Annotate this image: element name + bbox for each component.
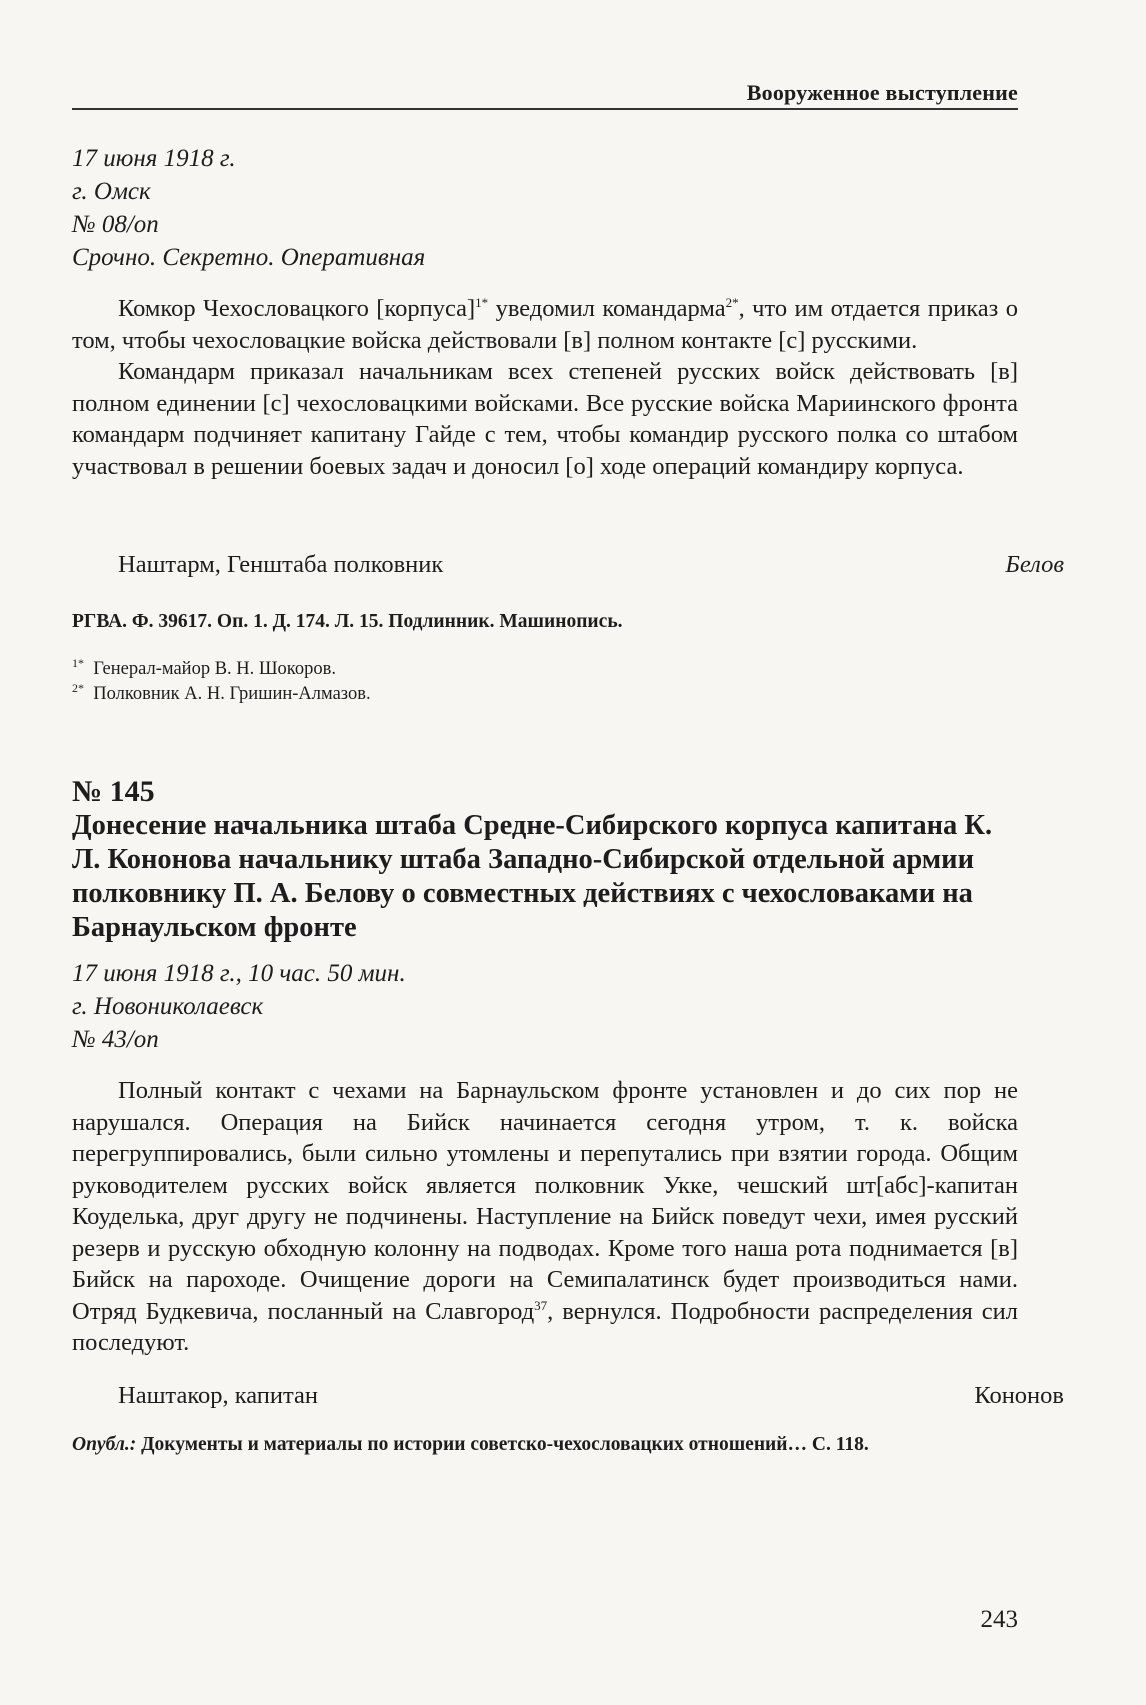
footnote-mark: 2* (72, 680, 84, 695)
doc145-meta (72, 957, 1018, 1056)
footnote-text: Полковник А. Н. Гришин-Алмазов. (93, 684, 371, 704)
doc144-body (72, 293, 1018, 482)
running-title: Вооруженное выступление (746, 80, 1018, 105)
doc144-paragraph-2: Командарм приказал начальникам всех степеней русских войск действовать [в] полном единении [с] чехословацкими войсками. Все русские войска Мариинского фронта командарм подчиняет капитану Гайде с тем, чтобы командир русского полка со штабом участвовал в решении боевых задач и доносил [о] ходе операций командиру корпуса. (72, 358, 1018, 480)
doc144-signer-title: Наштарм, Генштаба полковник (118, 551, 444, 578)
footnote-1 (72, 657, 1018, 682)
publication-label: Опубл.: (72, 1434, 137, 1455)
doc144-archive-ref: РГВА. Ф. 39617. Оп. 1. Д. 174. Л. 15. Подлинник. Машинопись. (72, 611, 623, 632)
footnote-2 (72, 682, 1018, 707)
doc145-place: г. Новониколаевск (72, 993, 264, 1020)
doc144-date: 17 июня 1918 г. (72, 145, 236, 172)
doc144-signature (72, 549, 1064, 580)
doc144-meta (72, 142, 1018, 274)
footnote-ref-37: 37 (534, 1297, 548, 1313)
footnote-text: Генерал-майор В. Н. Шокоров. (93, 659, 336, 679)
doc144-p1-part-b: уведомил командарма (488, 295, 726, 322)
doc145-signature (72, 1380, 1064, 1411)
publication-text: Документы и материалы по истории советско-чехословацких отношений… С. 118. (136, 1434, 869, 1455)
doc144-paragraph-1 (72, 293, 1018, 356)
header-rule (72, 108, 1018, 110)
doc144-number: № 08/оп (72, 211, 159, 238)
doc145-p1-part-a: Полный контакт с чехами на Барнаульском фронте установлен и до сих пор не нарушался. Операция на Бийск начинается сегодня утром, т. к. войска перегруппировались, были сильно утомлены и перепутались при взятии города. Общим руководителем русских войск является полковник Укке, чешский шт[абс]-капитан Коуделька, друг другу не подчинены. Наступление на Бийск поведут чехи, имея русский резерв и русскую обходную колонну на подводах. Кроме того наша рота поднимается [в] Бийск на пароходе. Очищение дороги на Семипалатинск будет производиться нами. Отряд Будкевича, посланный на Славгород (72, 1077, 1018, 1325)
doc145-ref: № 43/оп (72, 1026, 159, 1053)
doc145-title: Донесение начальника штаба Средне-Сибирского корпуса капитана К. Л. Кононова начальнику штаба Западно-Сибирской отдельной армии полковнику П. А. Белову о совместных действиях с чехословаками на Барнаульском фронте (72, 810, 993, 943)
doc144-classification: Срочно. Секретно. Оперативная (72, 244, 426, 271)
doc145-signer-title: Наштакор, капитан (118, 1382, 319, 1409)
doc145-publication-ref (72, 1432, 1018, 1458)
doc144-signer-name: Белов (1005, 551, 1064, 578)
footnote-ref-1: 1* (475, 294, 489, 310)
doc144-place: г. Омск (72, 178, 151, 205)
doc145-signer-name: Кононов (974, 1382, 1064, 1409)
footnote-ref-2: 2* (725, 294, 739, 310)
doc145-body (72, 1075, 1018, 1359)
doc145-number: № 145 (72, 775, 155, 808)
doc144-p1-part-a: Комкор Чехословацкого [корпуса] (118, 295, 476, 322)
doc145-heading (72, 775, 1018, 945)
doc144-p1-part-c: , что им отдается приказ о том, чтобы чехословацкие войска действовали [в] полном контакте [с] русскими. (72, 295, 1018, 354)
page-number: 243 (980, 1606, 1018, 1633)
doc145-date: 17 июня 1918 г., 10 час. 50 мин. (72, 960, 406, 987)
footnote-mark: 1* (72, 655, 84, 670)
doc145-paragraph-1 (72, 1075, 1018, 1359)
doc145-p1-part-b: , вернулся. Подробности распределения сил последуют. (72, 1297, 1019, 1356)
doc144-footnotes (72, 657, 1018, 707)
